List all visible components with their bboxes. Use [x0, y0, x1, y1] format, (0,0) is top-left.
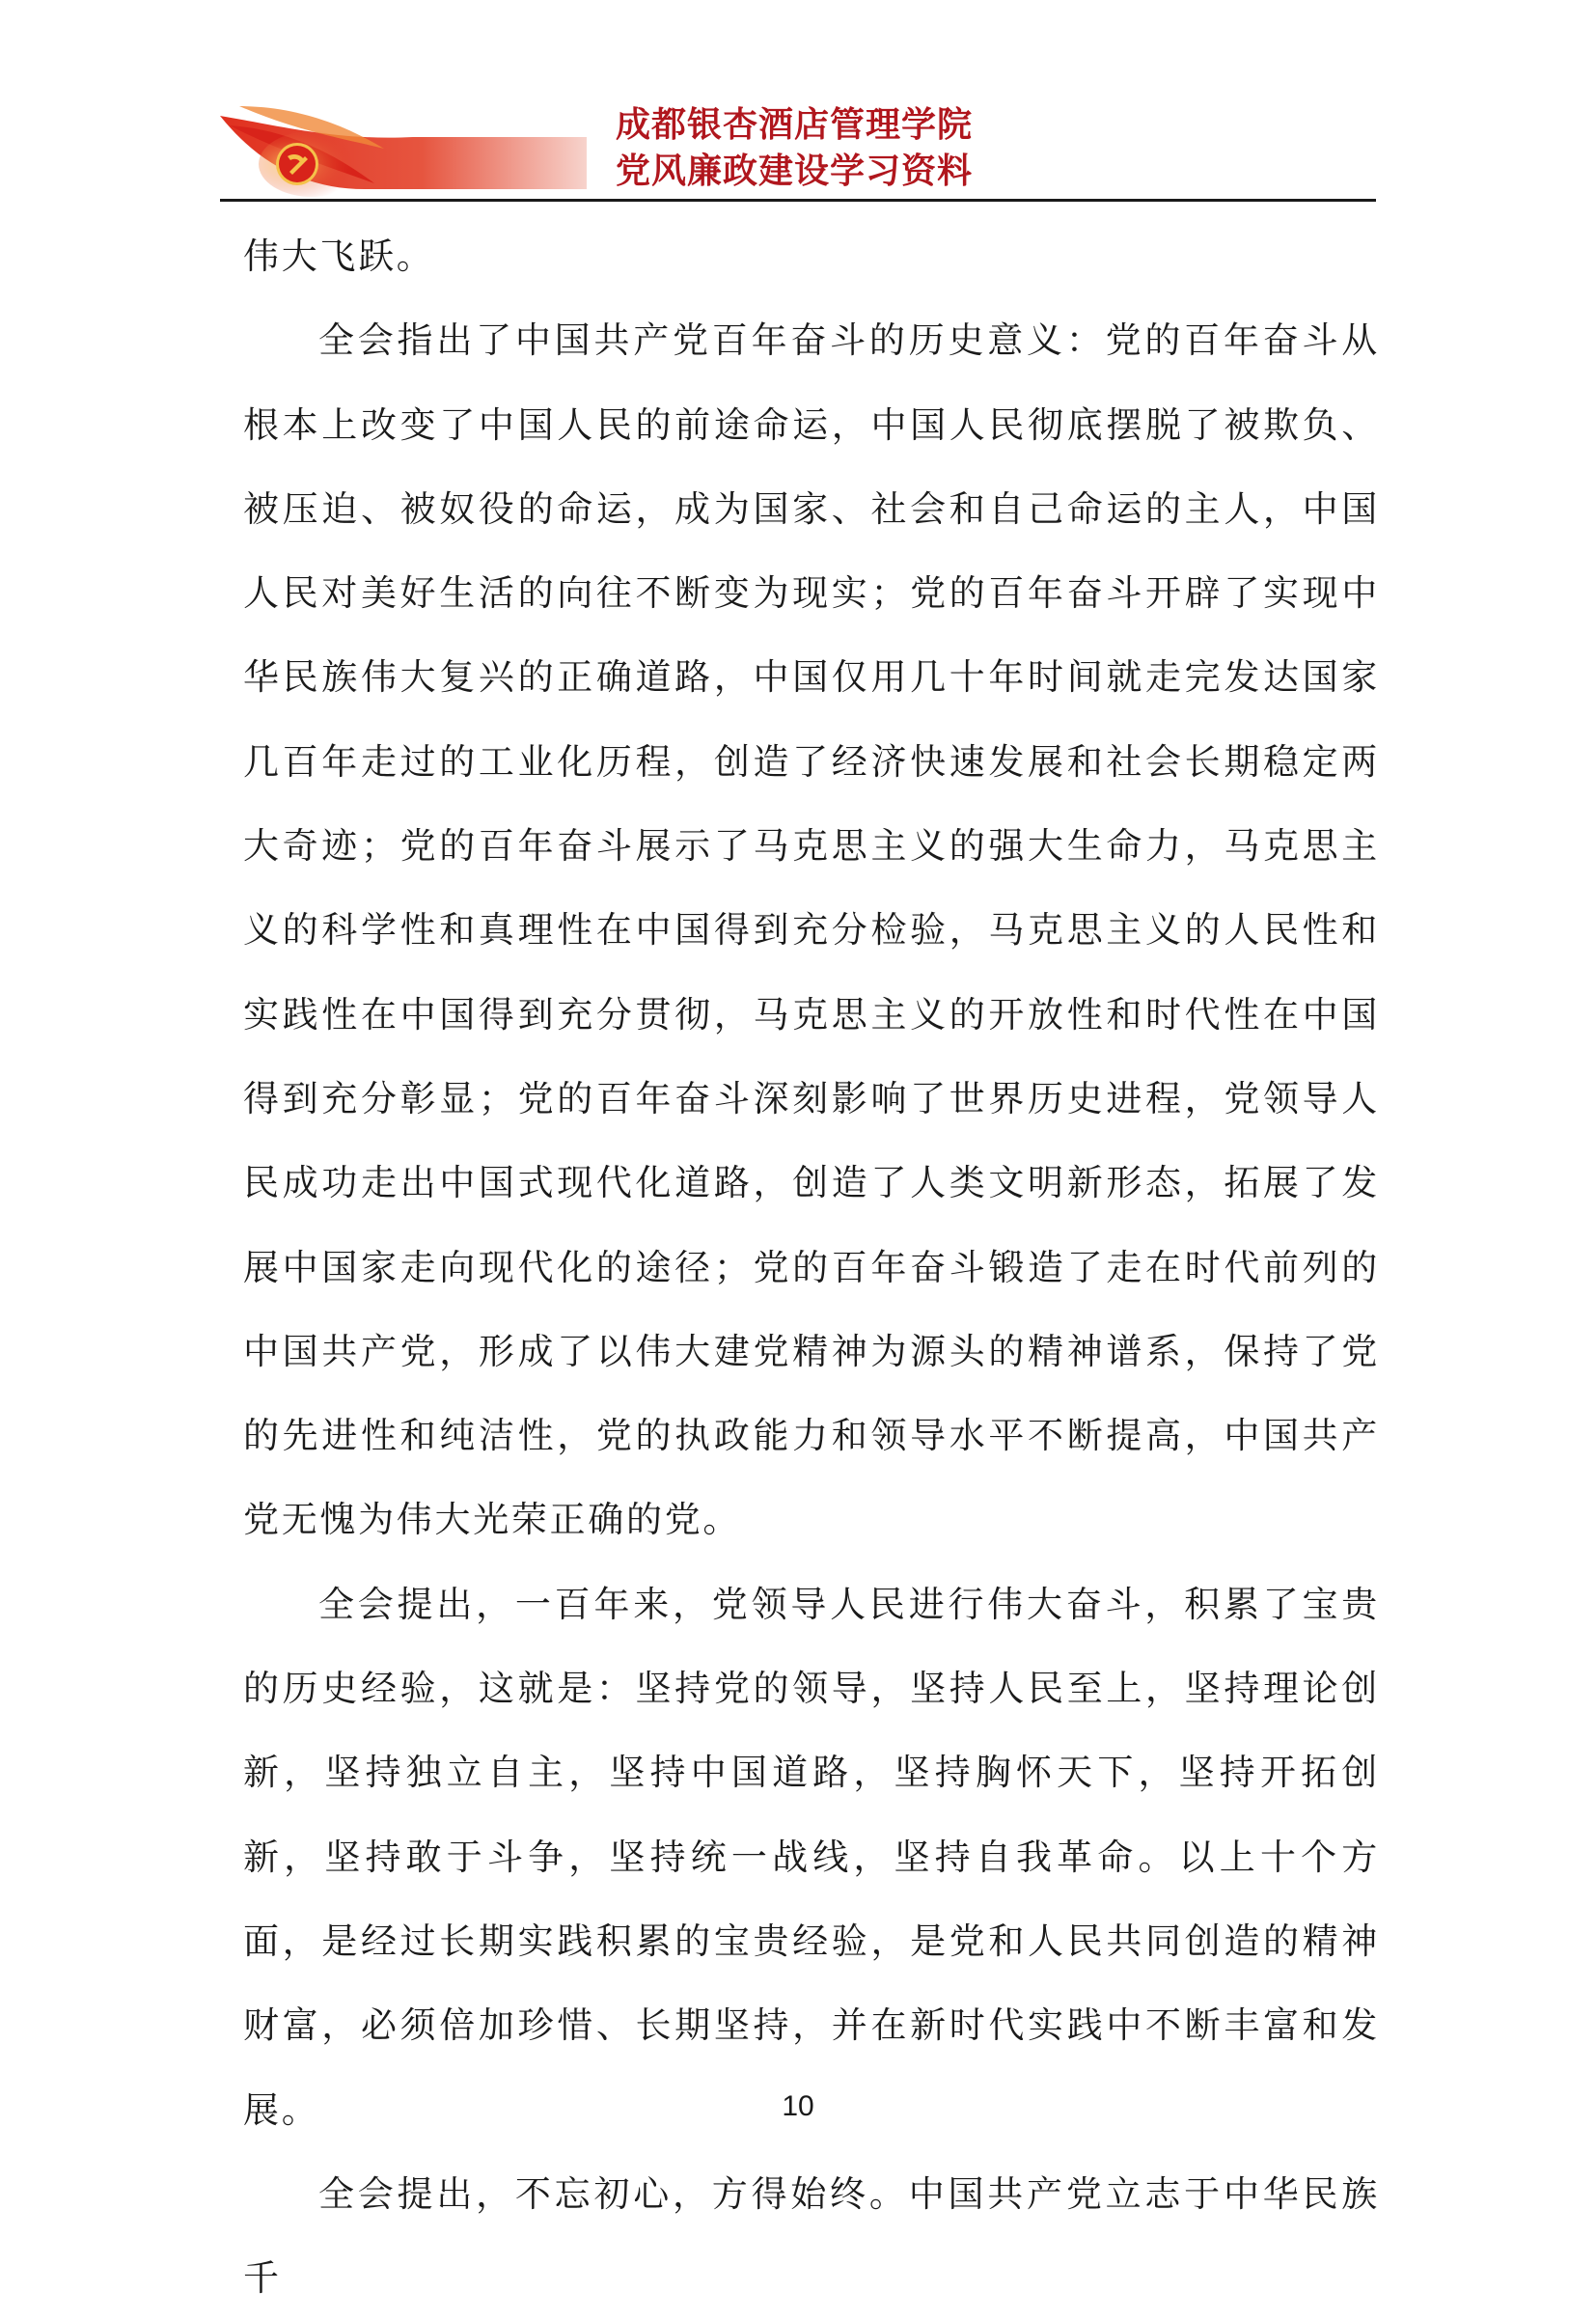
header-title-line2: 党风廉政建设学习资料	[616, 152, 974, 191]
paragraph: 全会指出了中国共产党百年奋斗的历史意义：党的百年奋斗从根本上改变了中国人民的前途命运，中国人民彻底摆脱了被欺负、被压迫、被奴役的命运，成为国家、社会和自己命运的主人，中国人民对美好生活的向往不断变为现实；党的百年奋斗开辟了实现中华民族伟大复兴的正确道路，中国仅用几十年时间就走完发达国家几百年走过的工业化历程，创造了经济快速发展和社会长期稳定两大奇迹；党的百年奋斗展示了马克思主义的强大生命力，马克思主义的科学性和真理性在中国得到充分检验，马克思主义的人民性和实践性在中国得到充分贯彻，马克思主义的开放性和时代性在中国得到充分彰显；党的百年奋斗深刻影响了世界历史进程，党领导人民成功走出中国式现代化道路，创造了人类文明新形态，拓展了发展中国家走向现代化的途径；党的百年奋斗锻造了走在时代前列的中国共产党，形成了以伟大建党精神为源头的精神谱系，保持了党的先进性和纯洁性，党的执政能力和领导水平不断提高，中国共产党无愧为伟大光荣正确的党。	[243, 319, 1380, 1541]
document-body	[243, 214, 1380, 2320]
paragraph: 伟大飞跃。	[243, 235, 435, 277]
paragraph: 全会提出，一百年来，党领导人民进行伟大奋斗，积累了宝贵的历史经验，这就是：坚持党的领导，坚持人民至上，坚持理论创新，坚持独立自主，坚持中国道路，坚持胸怀天下，坚持开拓创新，坚持敢于斗争，坚持统一战线，坚持自我革命。以上十个方面，是经过长期实践积累的宝贵经验，是党和人民共同创造的精神财富，必须倍加珍惜、长期坚持，并在新时代实践中不断丰富和发展。	[243, 1583, 1380, 2131]
paragraph: 全会提出，不忘初心，方得始终。中国共产党立志于中华民族千	[243, 2172, 1380, 2300]
header-divider	[220, 199, 1376, 202]
header-title-line1: 成都银杏酒店管理学院	[616, 105, 974, 145]
party-emblem-icon	[220, 97, 587, 201]
page-number: 10	[782, 2090, 814, 2122]
header-title	[616, 102, 1349, 195]
page-header	[220, 97, 1376, 201]
